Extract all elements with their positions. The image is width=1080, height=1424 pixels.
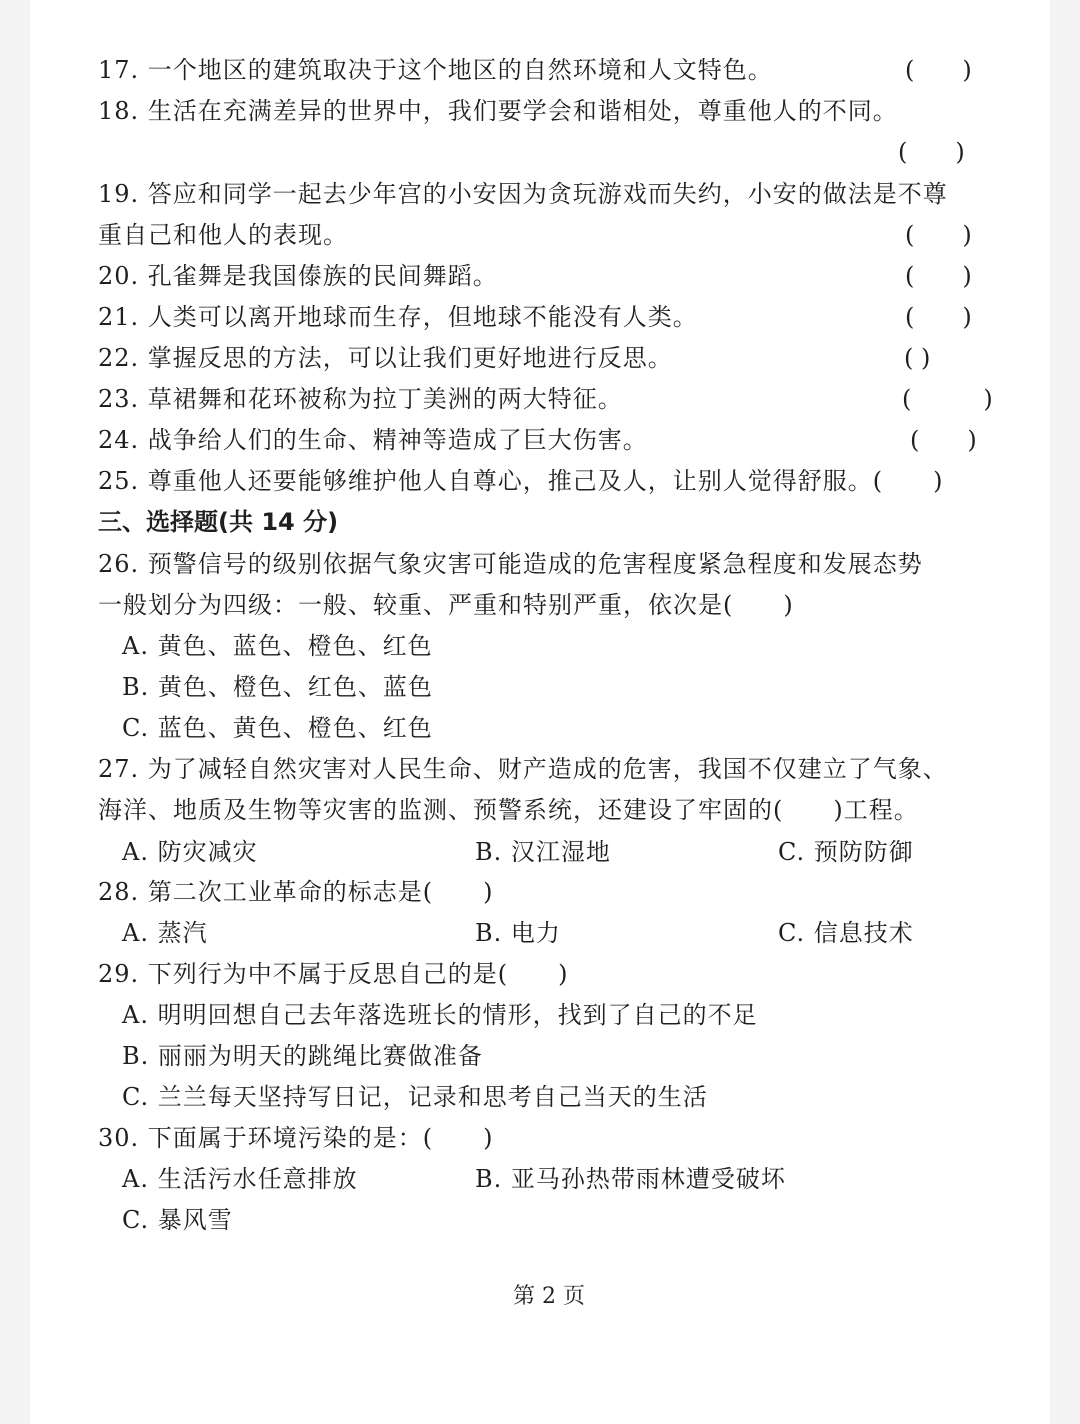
question-30-option-c: C. 暴风雪 xyxy=(122,1206,233,1234)
question-17-text: 17. 一个地区的建筑取决于这个地区的自然环境和人文特色。 xyxy=(98,56,773,84)
question-22-text: 22. 掌握反思的方法，可以让我们更好地进行反思。 xyxy=(98,344,673,372)
question-25-text: 25. 尊重他人还要能够维护他人自尊心，推己及人，让别人觉得舒服。( ) xyxy=(98,467,944,495)
question-22-answer-blank: ( ) xyxy=(904,344,931,372)
question-23-text: 23. 草裙舞和花环被称为拉丁美洲的两大特征。 xyxy=(98,385,623,413)
question-26-option-c: C. 蓝色、黄色、橙色、红色 xyxy=(122,714,433,742)
question-26-option-b: B. 黄色、橙色、红色、蓝色 xyxy=(122,673,433,701)
question-26-option-a: A. 黄色、蓝色、橙色、红色 xyxy=(122,632,433,660)
question-24-answer-blank: ( ) xyxy=(910,426,977,454)
question-26-stem-line2: 一般划分为四级：一般、较重、严重和特别严重，依次是( ) xyxy=(98,591,794,619)
question-21-text: 21. 人类可以离开地球而生存，但地球不能没有人类。 xyxy=(98,303,698,331)
question-19-text-line2: 重自己和他人的表现。 xyxy=(98,221,348,249)
question-29-option-a: A. 明明回想自己去年落选班长的情形，找到了自己的不足 xyxy=(122,1001,758,1029)
page-number: 第 2 页 xyxy=(513,1284,585,1309)
question-20-answer-blank: ( ) xyxy=(905,262,972,290)
question-28-option-b: B. 电力 xyxy=(475,919,561,947)
question-28-stem: 28. 第二次工业革命的标志是( ) xyxy=(98,878,494,906)
question-29-stem: 29. 下列行为中不属于反思自己的是( ) xyxy=(98,960,569,988)
question-21-answer-blank: ( ) xyxy=(905,303,972,331)
question-19-text-line1: 19. 答应和同学一起去少年宫的小安因为贪玩游戏而失约，小安的做法是不尊 xyxy=(98,180,948,208)
question-23-answer-blank: ( ) xyxy=(902,385,993,413)
question-27-option-c: C. 预防防御 xyxy=(778,838,914,866)
question-29-option-c: C. 兰兰每天坚持写日记，记录和思考自己当天的生活 xyxy=(122,1083,708,1111)
question-18-text: 18. 生活在充满差异的世界中，我们要学会和谐相处，尊重他人的不同。 xyxy=(98,97,898,125)
question-27-option-b: B. 汉江湿地 xyxy=(475,838,611,866)
question-29-option-b: B. 丽丽为明天的跳绳比赛做准备 xyxy=(122,1042,483,1070)
question-18-answer-blank: ( ) xyxy=(898,138,965,166)
question-20-text: 20. 孔雀舞是我国傣族的民间舞蹈。 xyxy=(98,262,498,290)
question-28-option-a: A. 蒸汽 xyxy=(122,919,208,947)
question-30-option-a: A. 生活污水任意排放 xyxy=(122,1165,358,1193)
question-19-answer-blank: ( ) xyxy=(905,221,972,249)
question-30-option-b: B. 亚马孙热带雨林遭受破坏 xyxy=(475,1165,786,1193)
question-17-answer-blank: ( ) xyxy=(905,56,972,84)
question-28-option-c: C. 信息技术 xyxy=(778,919,914,947)
exam-page xyxy=(30,0,1050,1424)
question-27-stem-line2: 海洋、地质及生物等灾害的监测、预警系统，还建设了牢固的( )工程。 xyxy=(98,796,919,824)
section-3-heading: 三、选择题(共 14 分) xyxy=(98,508,339,536)
question-26-stem-line1: 26. 预警信号的级别依据气象灾害可能造成的危害程度紧急程度和发展态势 xyxy=(98,550,923,578)
question-24-text: 24. 战争给人们的生命、精神等造成了巨大伤害。 xyxy=(98,426,648,454)
question-30-stem: 30. 下面属于环境污染的是：( ) xyxy=(98,1124,494,1152)
question-27-stem-line1: 27. 为了减轻自然灾害对人民生命、财产造成的危害，我国不仅建立了气象、 xyxy=(98,755,948,783)
question-27-option-a: A. 防灾减灾 xyxy=(122,838,258,866)
